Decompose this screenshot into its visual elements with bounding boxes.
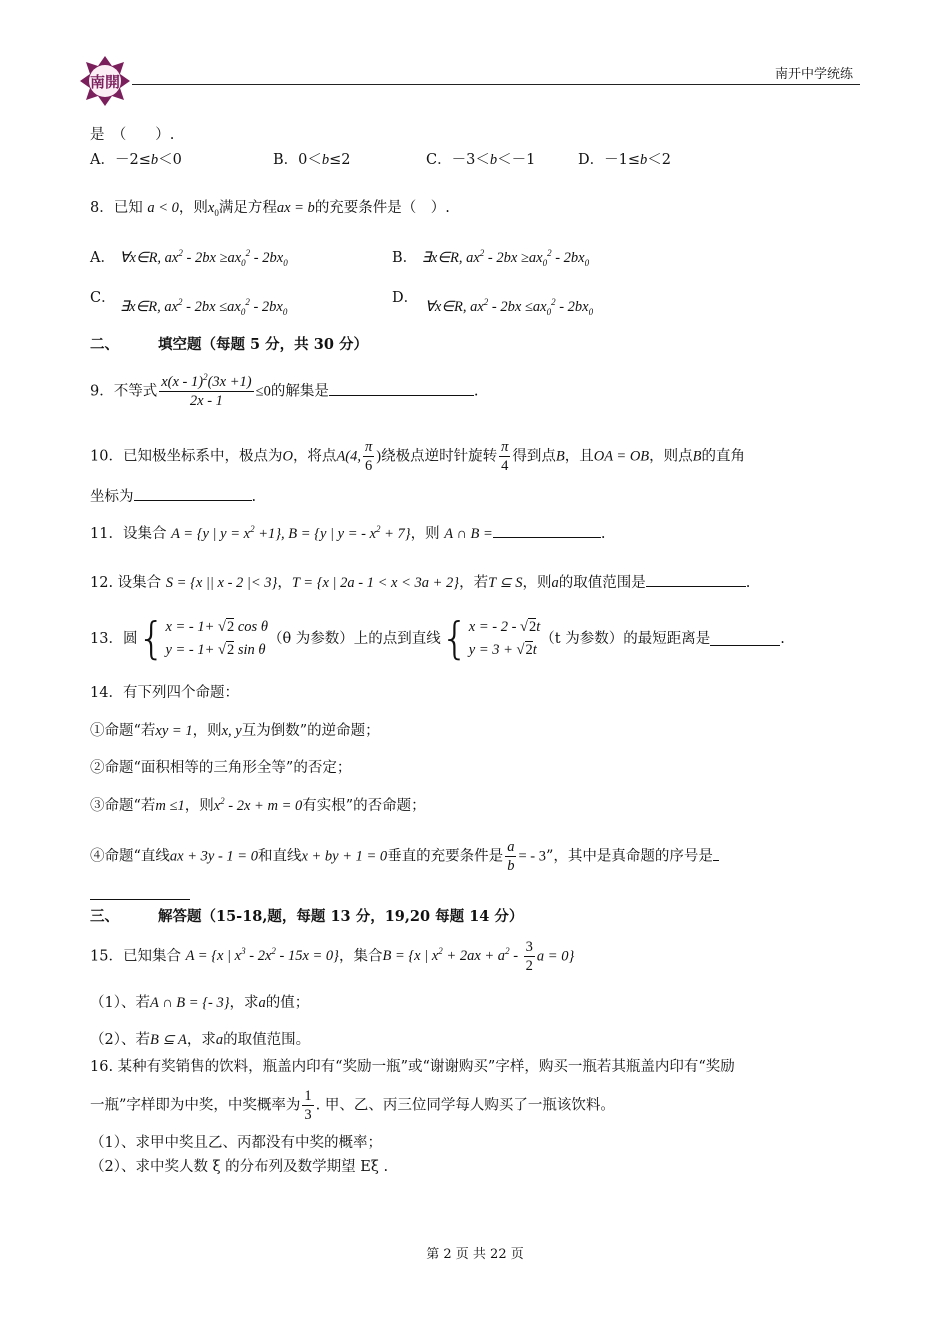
q15-sub-1: （1）、若A ∩ B = {- 3}，求a的值；: [90, 995, 310, 1011]
q14-answer-blank: [90, 899, 190, 900]
q14-proposition-4: ④命题“直线ax + 3y - 1 = 0和直线x + by + 1 = 0垂直的充要条件是 $\frac{a}{b}$ = - 3”，其中是真命题的序号是: [90, 838, 719, 875]
q12: 12. 设集合 S = {x || x - 2 |< 3}，T = {x | 2a - 1 < x < 3a + 2}，若T ⊆ S，则a的取值范围是 .: [90, 575, 751, 591]
q8-option-d-label: D．: [392, 290, 419, 306]
section-2-number: 二、: [90, 336, 119, 353]
page-number: 第 2 页 共 22 页: [426, 1247, 524, 1262]
q14-intro: 14．有下列四个命题：: [90, 685, 239, 701]
q7-tail: 是 （ ）.: [90, 127, 175, 143]
q9: 9．不等式 $\frac{x(x - 1)^2(3x +1)}{2x - 1}$ ≤0的解集是 .: [90, 372, 479, 410]
q10-line2: 坐标为 .: [90, 489, 257, 505]
q7-option-b: B．0＜b≤2: [273, 152, 351, 168]
q8-option-c-label: C．: [90, 290, 116, 306]
logo-text: 南開: [89, 73, 120, 91]
q7-option-a: A．－2≤b＜0: [90, 152, 182, 168]
q16-line2: 一瓶”字样即为中奖，中奖概率为 $\frac{1}{3}$ . 甲、乙、丙三位同学每人购买了一瓶该饮料。: [90, 1088, 615, 1124]
q14-proposition-1: ①命题“若xy = 1，则x, y互为倒数”的逆命题；: [90, 723, 380, 739]
q8-option-b: B． ∃x∈R, $ax^2 - 2bx \ge ax_0^2 - 2bx_0$: [392, 248, 590, 268]
q16-sub-2: （2）、求中奖人数 ξ 的分布列及数学期望 Eξ .: [90, 1159, 389, 1175]
q15-stem: 15．已知集合 A = {x | $x^3 - 2x^2 - 15x = 0$}，集合B = {x | $x^2 + 2ax + a^2$ - $\frac{3}{2}$ a = 0}: [90, 939, 575, 975]
q14-proposition-2: ②命题“面积相等的三角形全等”的否定；: [90, 760, 352, 776]
school-logo: [78, 54, 132, 108]
q8-option-d: ∀x∈R, $ax^2 - 2bx \le ax_0^2 - 2bx_0$: [425, 297, 594, 317]
q16-line1: 16. 某种有奖销售的饮料，瓶盖内印有“奖励一瓶”或“谢谢购买”字样，购买一瓶若其瓶盖内印有“奖励: [90, 1059, 735, 1075]
section-3-title: 解答题（15-18,题，每题 13 分，19,20 每题 14 分）: [158, 908, 524, 925]
q8-option-c: ∃x∈R, $ax^2 - 2bx \le ax_0^2 - 2bx_0$: [120, 297, 288, 317]
q8-option-a: A． ∀x∈R, $ax^2 - 2bx \ge ax_0^2 - 2bx_0$: [90, 248, 288, 268]
q10-line1: 10．已知极坐标系中，极点为O，将点A(4, $\frac{\pi}{6}$ )绕极点逆时针旋转 $\frac{\pi}{4}$ 得到点B，且OA = OB，则点B的直角: [90, 439, 746, 475]
q14-proposition-3: ③命题“若m ≤1，则$x^2 - 2x + m = 0$有实根”的否命题；: [90, 796, 426, 814]
q7-option-d: D．－1≤b＜2: [578, 152, 671, 168]
q8-stem: 8．已知 a < 0，则$x_0$满足方程ax = b的充要条件是（ ）.: [90, 200, 450, 218]
q16-sub-1: （1）、求甲中奖且乙、丙都没有中奖的概率；: [90, 1135, 382, 1151]
q15-sub-2: （2）、若B ⊆ A，求a的取值范围。: [90, 1032, 311, 1048]
header-school-name: 南开中学统练: [775, 67, 854, 82]
section-3-number: 三、: [90, 908, 119, 925]
q11: 11．设集合 A = {y | $y = x^2 +1$}, B = {y | y = - $x^2 + 7$}，则 A ∩ B = .: [90, 524, 606, 542]
section-2-title: 填空题（每题 5 分，共 30 分）: [158, 336, 368, 353]
q9-fraction: $\frac{x(x - 1)^2(3x +1)}{2x - 1}$: [161, 372, 252, 410]
q13: 13．圆{x = - 1+ √2 cos θ y = - 1+ √2 sin θ（θ 为参数）上的点到直线{x = - 2 - √2t y = 3 + √2t（t 为参数）的最短距离是 .: [90, 613, 785, 665]
q7-option-c: C．－3＜b＜－1: [426, 152, 536, 168]
header-rule: [132, 84, 860, 85]
